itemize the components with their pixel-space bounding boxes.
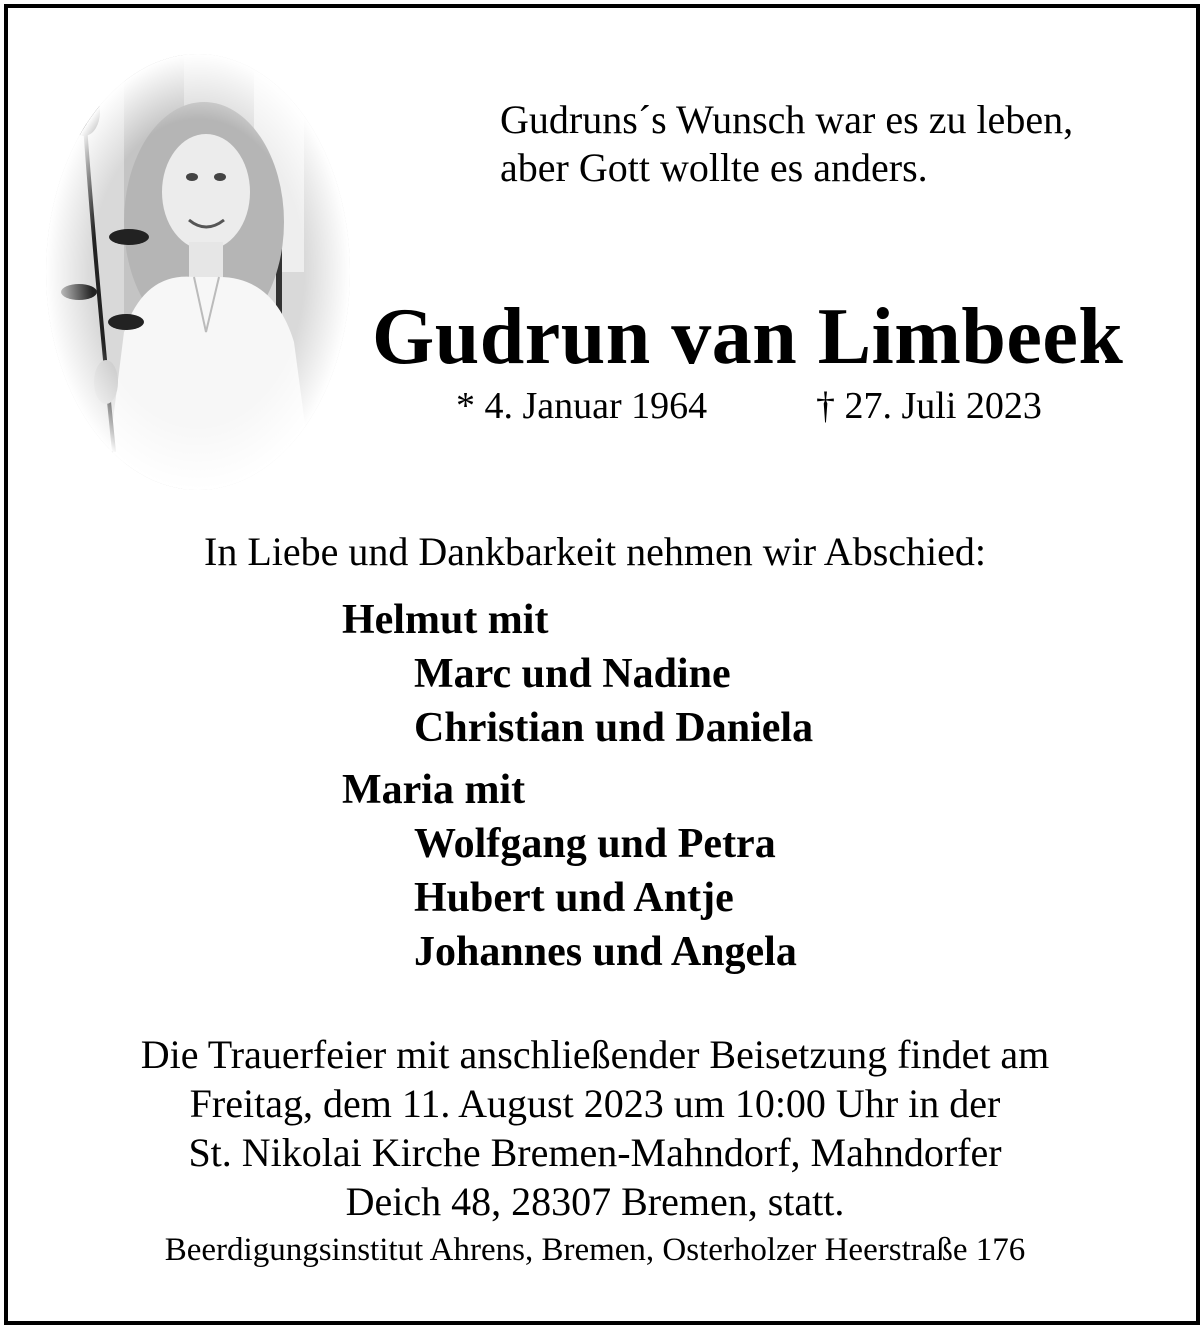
service-line-1: Die Trauerfeier mit anschließender Beisetzung findet am — [140, 1032, 1050, 1077]
service-line-2: Freitag, dem 11. August 2023 um 10:00 Uhr in der — [189, 1081, 1001, 1126]
portrait-photo — [44, 52, 352, 492]
birth-date: * 4. Januar 1964 — [456, 385, 708, 427]
service-line-3: St. Nikolai Kirche Bremen-Mahndorf, Mahndorfer — [188, 1130, 1002, 1175]
family-head-2: Maria mit — [342, 767, 526, 813]
family-member: Hubert und Antje — [414, 875, 734, 921]
quote — [500, 96, 1073, 192]
quote-line-1: Gudruns´s Wunsch war es zu leben, — [500, 97, 1074, 142]
quote-line-2: aber Gott wollte es anders. — [500, 145, 928, 190]
farewell-intro: In Liebe und Dankbarkeit nehmen wir Abschied: — [204, 529, 986, 574]
undertaker-info: Beerdigungsinstitut Ahrens, Bremen, Osterholzer Heerstraße 176 — [164, 1232, 1026, 1268]
service-line-4: Deich 48, 28307 Bremen, statt. — [345, 1179, 845, 1224]
death-date: † 27. Juli 2023 — [816, 385, 1042, 427]
deceased-name: Gudrun van Limbeek — [372, 293, 1124, 381]
family-member: Wolfgang und Petra — [414, 821, 776, 867]
family-member: Marc und Nadine — [414, 651, 731, 697]
family-member: Christian und Daniela — [414, 705, 814, 751]
family-head-1: Helmut mit — [342, 597, 549, 643]
funeral-service-info — [0, 1030, 1190, 1226]
family-member: Johannes und Angela — [414, 929, 797, 975]
